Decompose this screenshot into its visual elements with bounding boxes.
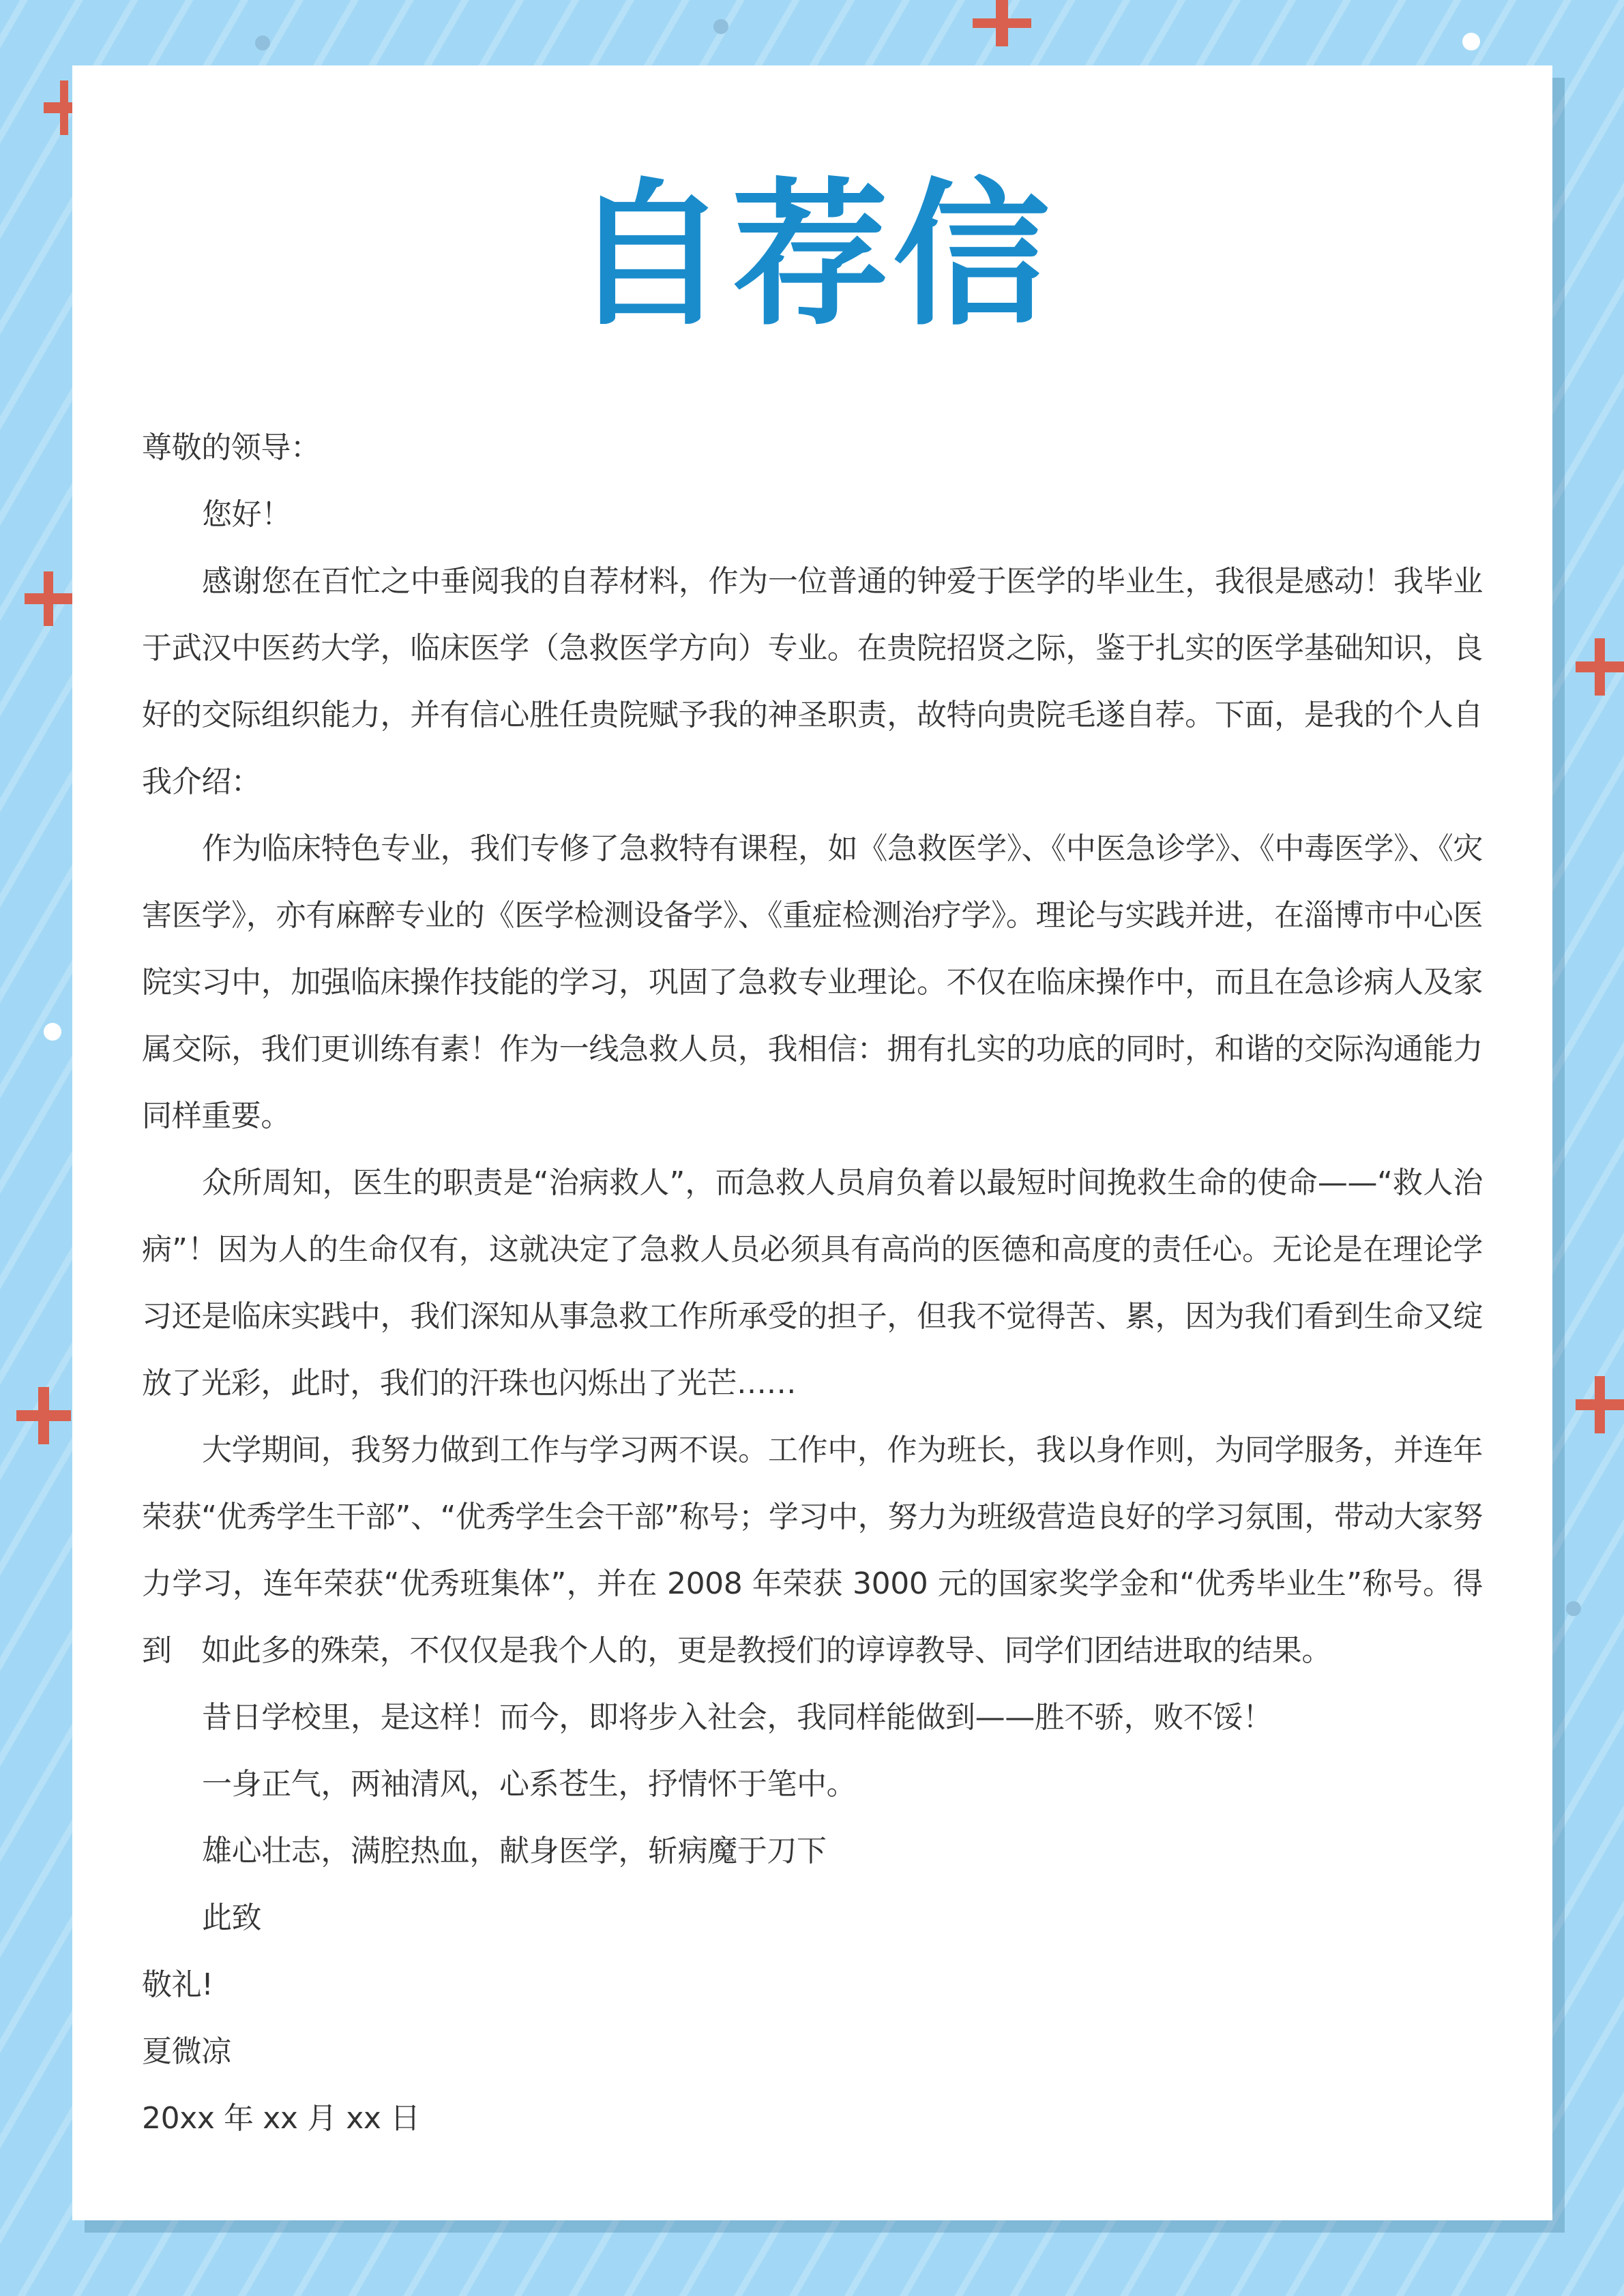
dot-decoration bbox=[713, 19, 728, 34]
regards: 敬礼! bbox=[142, 1967, 213, 2002]
paragraph: 感谢您在百忙之中垂阅我的自荐材料，作为一位普通的钟爱于医学的毕业生，我很是感动！我毕业于武汉中医药大学，临床医学（急救医学方向）专业。在贵院招贤之际，鉴于扎实的医学基础知识，良好的交际组织能力，并有信心胜任贵院赋予我的神圣职责，故特向贵院毛遂自荐。下面，是我的个人自我介绍： bbox=[142, 564, 1483, 799]
closing: 此致 bbox=[202, 1900, 262, 1935]
dot-decoration bbox=[255, 35, 270, 50]
paragraph: 雄心壮志，满腔热血，献身医学，斩病魔于刀下 bbox=[202, 1834, 827, 1868]
plus-icon bbox=[1576, 638, 1624, 696]
plus-icon bbox=[25, 571, 72, 626]
paragraph: 众所周知，医生的职责是“治病救人”，而急救人员肩负着以最短时间挽救生命的使命——“救人治病”！因为人的生命仅有，这就决定了急救人员必须具有高尚的医德和高度的责任心。无论是在理论学习还是临床实践中，我们深知从事急救工作所承受的担子，但我不觉得苦、累，因为我们看到生命又绽放了光彩，此时，我们的汗珠也闪烁出了光芒…… bbox=[142, 1165, 1483, 1401]
dot-decoration bbox=[1462, 33, 1480, 50]
greeting: 您好！ bbox=[202, 497, 291, 532]
paragraph: 昔日学校里，是这样！而今，即将步入社会，我同样能做到——胜不骄，败不馁！ bbox=[202, 1700, 1273, 1735]
plus-icon bbox=[973, 0, 1031, 46]
letter-body bbox=[142, 415, 1483, 2152]
dot-decoration bbox=[1566, 1601, 1581, 1616]
date: 20xx 年 xx 月 xx 日 bbox=[142, 2101, 420, 2136]
paragraph: 大学期间，我努力做到工作与学习两不误。工作中，作为班长，我以身作则，为同学服务，并连年荣获“优秀学生干部”、“优秀学生会干部”称号；学习中，努力为班级营造良好的学习氛围，带动大家努力学习，连年荣获“优秀班集体”，并在 2008 年荣获 3000 元的国家奖学金和“优秀毕业生”称号。得到 如此多的殊荣，不仅仅是我个人的，更是教授们的谆谆教导、同学们团结进取的结果。 bbox=[142, 1433, 1483, 1668]
paragraph: 作为临床特色专业，我们专修了急救特有课程，如《急救医学》、《中医急诊学》、《中毒医学》、《灾害医学》，亦有麻醉专业的《医学检测设备学》、《重症检测治疗学》。理论与实践并进，在淄博市中心医院实习中，加强临床操作技能的学习，巩固了急救专业理论。不仅在临床操作中，而且在急诊病人及家属交际，我们更训练有素！作为一线急救人员，我相信：拥有扎实的功底的同时，和谐的交际沟通能力同样重要。 bbox=[142, 831, 1483, 1133]
letter-paper bbox=[72, 65, 1552, 2220]
salutation: 尊敬的领导： bbox=[142, 430, 321, 465]
plus-icon bbox=[1576, 1376, 1624, 1433]
page-title: 自荐信 bbox=[570, 165, 1054, 347]
plus-icon bbox=[16, 1387, 71, 1444]
paragraph: 一身正气，两袖清风，心系苍生，抒情怀于笔中。 bbox=[202, 1767, 857, 1802]
dot-decoration bbox=[44, 1023, 61, 1041]
signature: 夏微凉 bbox=[142, 2034, 231, 2069]
